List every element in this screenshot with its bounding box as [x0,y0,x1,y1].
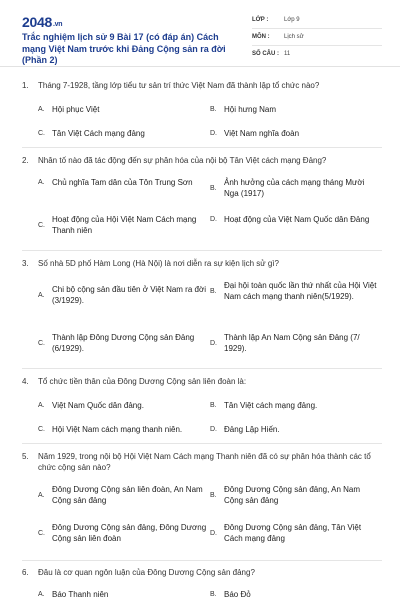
meta-key: MÔN : [252,34,270,40]
option-text: Đại hội toàn quốc lần thứ nhất của Hội Việt Nam cách mạng thanh niên(5/1929). [224,281,377,301]
question-number: 6. [22,568,29,577]
option-text: Việt Nam Quốc dân đảng. [52,401,144,410]
option-text: Hội hưng Nam [224,105,277,114]
option-c[interactable] [38,214,208,236]
option-letter: D. [210,339,217,347]
question-text: Đâu là cơ quan ngôn luận của Đông Dương Cộng sản đảng? [38,568,255,577]
option-text: Đông Dương Cộng sản đảng, Đông Dương Cộng sản liên đoàn [52,523,207,543]
option-text: Báo Đỏ [224,590,251,599]
question-number: 5. [22,452,29,461]
document-meta [252,12,382,62]
option-b[interactable] [210,104,378,115]
document-header [0,0,400,67]
option-a[interactable] [38,104,208,115]
option-c[interactable] [38,128,208,139]
option-a[interactable] [38,177,208,188]
option-letter: A. [38,402,45,409]
document-title: Trắc nghiệm lịch sử 9 Bài 17 (có đáp án) Cách mạng Việt Nam trước khi Đảng Cộng sản ra đời (Phần 2) [22,32,226,65]
option-letter: B. [210,106,217,113]
option-text: Hội Việt Nam cách mạng thanh niên. [52,425,183,434]
option-letter: B. [210,491,217,499]
question-number: 1. [22,81,29,90]
option-text: Ảnh hưởng của cách mạng tháng Mười Nga (1917) [224,178,365,198]
option-text: Hội phục Việt [52,105,100,114]
option-a[interactable] [38,284,208,306]
option-text: Việt Nam nghĩa đoàn [224,129,300,138]
question-6 [22,567,382,599]
question-number: 4. [22,377,29,386]
option-letter: D. [210,216,217,223]
question-title [22,155,382,166]
divider [22,443,382,444]
question-title [22,80,382,91]
question-4 [22,376,382,434]
meta-row-subject [252,29,382,46]
option-text: Tân Việt cách mạng đảng. [224,401,318,410]
question-title [22,376,382,387]
meta-value: Lớp 9 [284,17,300,23]
option-text: Đảng Lập Hiến. [224,425,280,434]
option-d[interactable] [210,424,378,435]
option-a[interactable] [38,400,208,411]
option-letter: B. [210,591,217,598]
option-letter: C. [38,339,45,347]
question-title [22,451,382,473]
option-text: Chi bộ cộng sản đầu tiên ở Việt Nam ra đời (3/1929). [52,285,206,305]
question-number: 2. [22,156,29,165]
divider [22,250,382,251]
divider [22,368,382,369]
question-2 [22,155,382,235]
option-c[interactable] [38,424,208,435]
site-logo[interactable] [22,14,62,30]
option-d[interactable] [210,128,378,139]
option-letter: D. [210,426,217,433]
option-letter: A. [38,491,45,499]
meta-row-class [252,12,382,29]
question-title [22,567,382,578]
meta-key: LỚP : [252,17,269,23]
question-number: 3. [22,259,29,268]
option-letter: A. [38,106,45,113]
logo-text: 2048 [22,14,52,30]
option-text: Đông Dương Cộng sản đảng, An Nam Cộng sản đảng [224,485,361,505]
question-1 [22,80,382,138]
option-letter: A. [38,591,45,598]
meta-value: Lịch sử [284,34,304,40]
option-b[interactable] [210,177,378,199]
option-text: Đông Dương Cộng sản liên đoàn, An Nam Cộng sản đảng [52,485,203,505]
question-text: Tổ chức tiền thân của Đông Dương Cộng sản liên đoàn là: [38,377,247,386]
option-b[interactable] [210,280,378,302]
option-text: Hoạt động của Việt Nam Quốc dân Đảng [224,215,370,224]
option-text: Tân Việt Cách mạng đảng [52,129,145,138]
meta-row-count [252,46,382,62]
option-letter: D. [210,130,217,137]
option-letter: B. [210,184,217,192]
option-text: Báo Thanh niên [52,590,109,599]
option-a[interactable] [38,589,208,600]
option-letter: B. [210,287,217,295]
option-letter: C. [38,426,45,433]
option-d[interactable] [210,214,378,225]
option-b[interactable] [210,484,378,506]
question-5 [22,451,382,543]
option-text: Chủ nghĩa Tam dân của Tôn Trung Sơn [52,178,193,187]
option-c[interactable] [38,332,208,354]
question-3 [22,258,382,353]
question-text: Tháng 7-1928, tầng lớp tiểu tư sản trí thức Việt Nam đã thành lập tổ chức nào? [38,81,320,90]
option-a[interactable] [38,484,208,506]
option-c[interactable] [38,522,208,544]
meta-value: 11 [284,51,291,57]
option-letter: D. [210,529,217,537]
option-d[interactable] [210,522,378,544]
option-letter: B. [210,402,217,409]
option-b[interactable] [210,589,378,600]
option-d[interactable] [210,332,378,354]
divider [22,147,382,148]
option-text: Đông Dương Cộng sản đảng, Tân Việt Cách mạng đảng [224,523,362,543]
option-letter: C. [38,130,45,137]
question-text: Nhân tố nào đã tác động đến sự phân hóa của nội bộ Tân Việt cách mạng Đảng? [38,156,327,165]
option-letter: C. [38,529,45,537]
meta-key: SỐ CÂU : [252,51,279,57]
question-title [22,258,382,269]
option-text: Hoạt động của Hội Việt Nam Cách mạng Thanh niên [52,215,197,235]
option-letter: C. [38,221,45,229]
option-letter: A. [38,179,45,186]
option-text: Thành lập Đông Dương Cộng sản Đảng (6/1929). [52,333,195,353]
divider [22,560,382,561]
option-letter: A. [38,291,45,299]
question-text: Năm 1929, trong nội bộ Hội Việt Nam Cách mạng Thanh niên đã có sự phân hóa thành các tổ chức cộng sản nào? [38,452,371,472]
logo-suffix: .vn [52,21,63,28]
option-text: Thành lập An Nam Cộng sản Đảng (7/ 1929). [224,333,360,353]
question-text: Số nhà 5D phố Hàm Long (Hà Nội) là nơi diễn ra sự kiện lịch sử gì? [38,259,279,268]
option-b[interactable] [210,400,378,411]
